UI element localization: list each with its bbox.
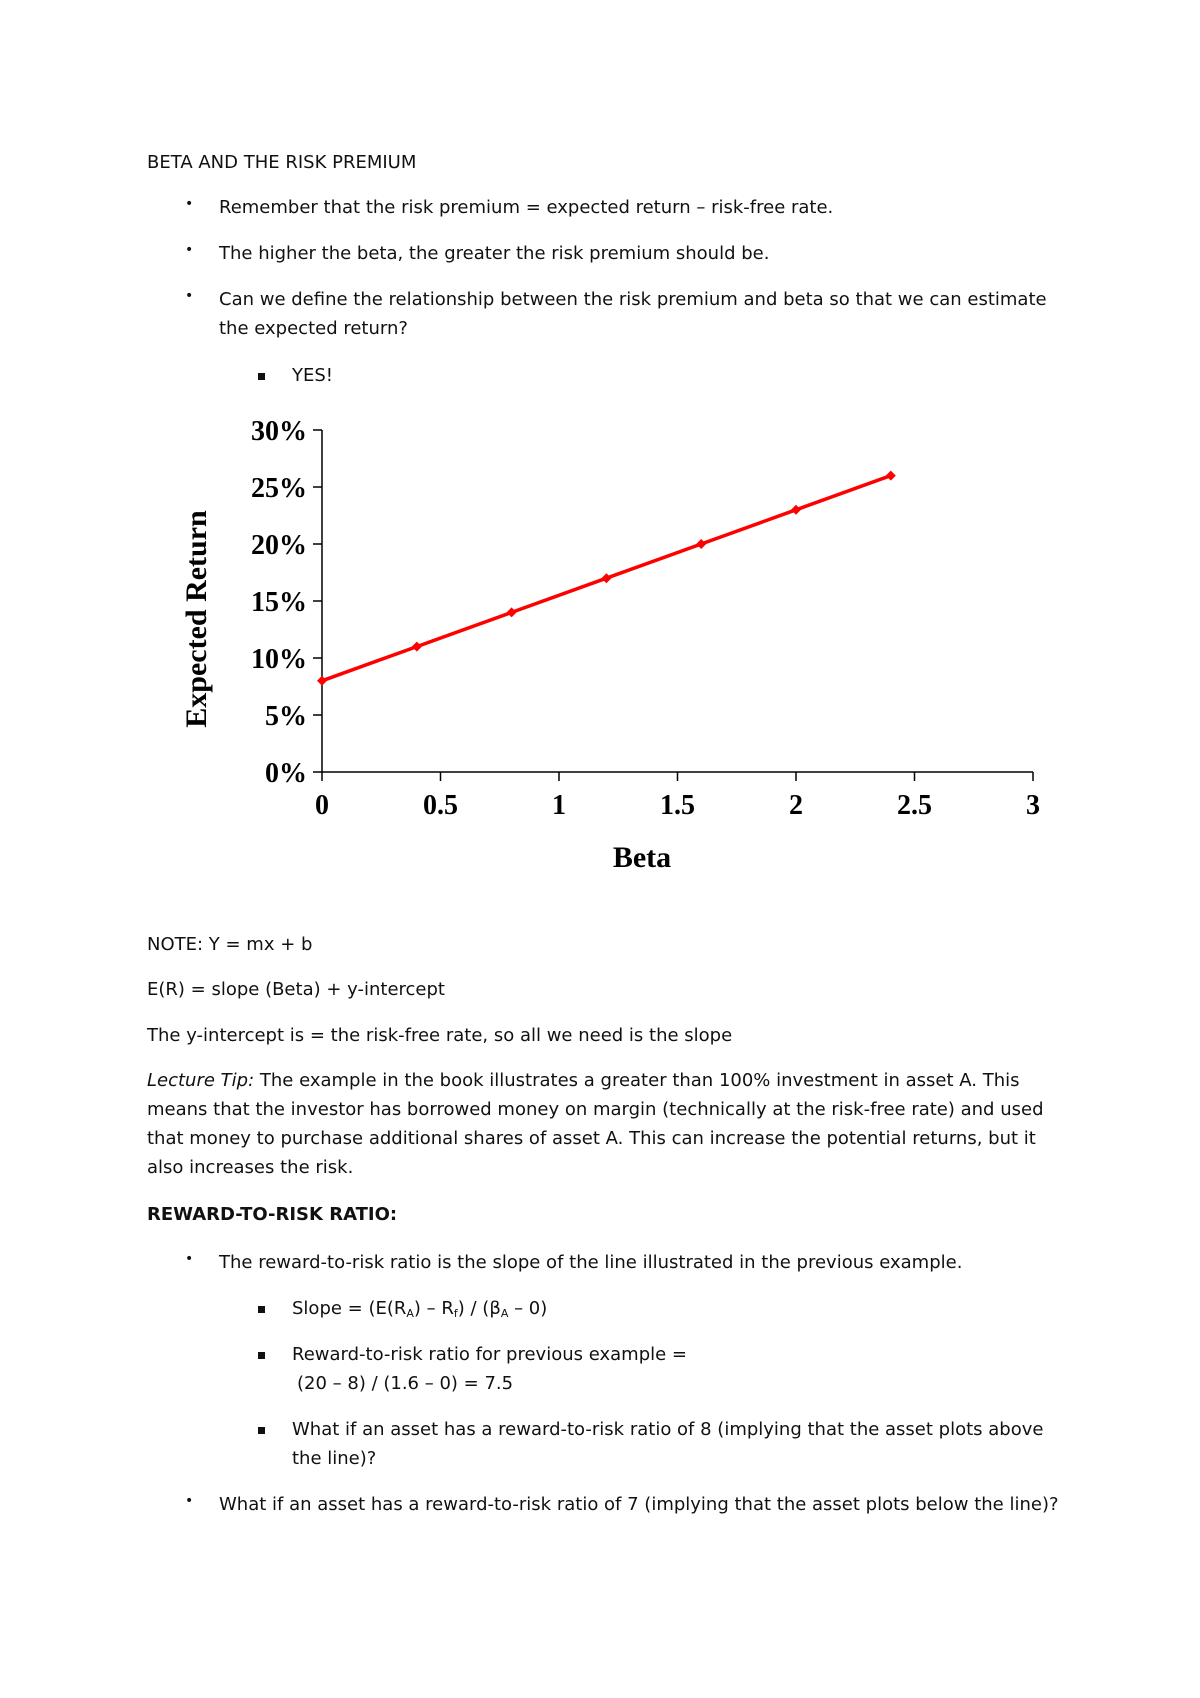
security-market-line-chart xyxy=(165,405,1065,895)
y-tick-label: 10% xyxy=(251,644,307,675)
bullet-icon: • xyxy=(185,288,194,304)
lecture-tip-line-3: that money to purchase additional shares of asset A. This can increase the potential returns, but it xyxy=(147,1128,1036,1149)
data-point xyxy=(696,539,706,549)
lecture-tip-line-4: also increases the risk. xyxy=(147,1157,354,1178)
slope-formula: Slope = $(E(R_A) - R_f) / (\beta_A - 0)$ xyxy=(292,1298,548,1320)
what-if-7: What if an asset has a reward-to-risk ratio of 7 (implying that the asset plots below the line)? xyxy=(219,1494,1059,1515)
x-tick-label: 2.5 xyxy=(897,790,932,821)
y-tick-label: 20% xyxy=(251,530,307,561)
bullet-text-3a: Can we define the relationship between the risk premium and beta so that we can estimate xyxy=(219,289,1047,310)
data-point xyxy=(412,642,422,652)
reward-bullet-1: The reward-to-risk ratio is the slope of the line illustrated in the previous example. xyxy=(219,1252,963,1273)
data-point xyxy=(791,505,801,515)
bullet-text-2: The higher the beta, the greater the risk premium should be. xyxy=(219,243,770,264)
x-ticks xyxy=(315,772,1040,821)
y-ticks xyxy=(251,416,322,789)
note-line-1: NOTE: Y = mx + b xyxy=(147,934,313,955)
y-axis-label: Expected Return xyxy=(180,510,213,728)
bullet-icon: • xyxy=(185,1251,194,1267)
data-point xyxy=(601,573,611,583)
x-tick-label: 2 xyxy=(789,790,803,821)
x-tick-label: 0 xyxy=(315,790,329,821)
lecture-tip-line-2: means that the investor has borrowed money on margin (technically at the risk-free rate) and used xyxy=(147,1099,1044,1120)
bullet-icon: • xyxy=(185,1493,194,1509)
y-tick-label: 0% xyxy=(265,758,307,789)
section-heading: BETA AND THE RISK PREMIUM xyxy=(147,152,417,173)
x-tick-label: 1 xyxy=(552,790,566,821)
y-tick-label: 5% xyxy=(265,701,307,732)
bullet-icon: • xyxy=(185,242,194,258)
bullet-text-1: Remember that the risk premium = expected return – risk-free rate. xyxy=(219,197,834,218)
sub-bullet-yes: YES! xyxy=(292,365,334,386)
x-tick-label: 3 xyxy=(1026,790,1040,821)
square-bullet-icon xyxy=(258,1427,265,1434)
square-bullet-icon xyxy=(258,1352,265,1359)
y-tick-label: 25% xyxy=(251,473,307,504)
what-if-8-line-1: What if an asset has a reward-to-risk ratio of 8 (implying that the asset plots above xyxy=(292,1419,1044,1440)
reward-example-line-2: (20 – 8) / (1.6 – 0) = 7.5 xyxy=(297,1373,514,1394)
square-bullet-icon xyxy=(258,373,265,380)
lecture-tip-text: The example in the book illustrates a greater than 100% investment in asset A. This xyxy=(254,1070,1020,1091)
lecture-tip-line-1 xyxy=(147,1066,1019,1095)
reward-heading: REWARD-TO-RISK RATIO: xyxy=(147,1204,398,1225)
bullet-icon: • xyxy=(185,196,194,212)
reward-example-line-1: Reward-to-risk ratio for previous example = xyxy=(292,1344,688,1365)
lecture-tip-label: Lecture Tip: xyxy=(147,1070,255,1091)
series-layer xyxy=(317,471,896,686)
square-bullet-icon xyxy=(258,1306,265,1313)
data-point xyxy=(317,676,327,686)
bullet-text-3b: the expected return? xyxy=(219,318,408,339)
what-if-8-line-2: the line)? xyxy=(292,1448,377,1469)
x-tick-label: 1.5 xyxy=(660,790,695,821)
data-point xyxy=(507,607,517,617)
data-point xyxy=(886,471,896,481)
x-axis-label: Beta xyxy=(612,841,672,874)
y-tick-label: 30% xyxy=(251,416,307,447)
x-tick-label: 0.5 xyxy=(423,790,458,821)
y-tick-label: 15% xyxy=(251,587,307,618)
note-line-2: E(R) = slope (Beta) + y-intercept xyxy=(147,979,445,1000)
note-line-3: The y-intercept is = the risk-free rate, so all we need is the slope xyxy=(147,1025,733,1046)
